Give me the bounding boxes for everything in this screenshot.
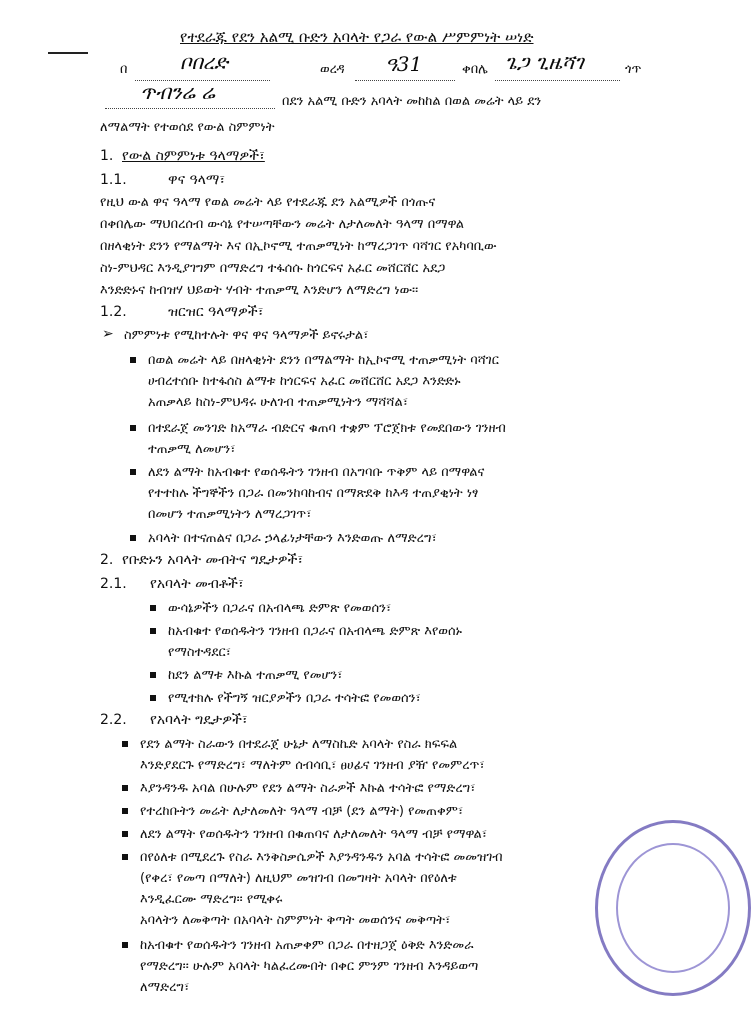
bullet-icon [130,357,136,363]
section-1-1-title: ዋና ዓላማ፣ [168,172,226,188]
list-line: በመሆን ተጠቃሚነትን ለማረጋገጥ፣ [148,507,312,522]
section-1-num: 1. [100,148,114,164]
list-line: አባላት በተናጠልና በጋራ ኃላፊነታቸውን እንድወጡ ለማድረግ፣ [148,531,437,546]
list-line: የማድረግ፡፡ ሁሉም አባላት ካልፈረሙበት በቀር ምንም ገንዘብ እንዳይወጣ [140,959,479,974]
list-item [140,734,485,776]
para-line: ስነ-ምህዳር እንዲያገግም በማድረግ ተፋሰሱ ከጎርፍና አፈር መሸርሸር አደጋ [100,261,446,276]
list-item [148,528,437,549]
list-line: ውሳኔዎችን በጋራና በአብላጫ ድምጽ የመወሰን፣ [168,601,392,616]
section-1-2-num: 1.2. [100,304,127,320]
bullet-icon [122,741,128,747]
bullet-icon [122,942,128,948]
bullet-icon [122,785,128,791]
bullet-icon [150,628,156,634]
woreda-line [355,80,455,81]
section-1-title: የውል ስምምነቱ ዓላማዎች፣ [122,148,265,164]
list-line: የተተከሉ ችግኞችን በጋራ በመንከባከብና በማጽደቅ ከእዳ ተጠያቂነት ነፃ [148,486,479,501]
group-line [105,108,275,109]
list-line: እንዲፈርሙ ማድረግ፡፡ የሚቀሩ [140,892,283,907]
goth-label: ጎጥ [625,62,642,77]
bullet-icon [130,425,136,431]
bullet-icon [150,605,156,611]
list-line: (የቀረ፣ የመጣ በማለት) ለዚህም መዝገብ በመግዛት አባላት በየዕለቱ [140,871,457,886]
list-item [148,350,499,413]
para-line: እንድድኑና ከብዝሃ ህይወት ሃብት ተጠቃሚ እንድሆን ለማድረግ ነው፡፡ [100,283,419,298]
section-2-1-num: 2.1. [100,576,127,592]
intro-line-1: በደን አልሚ ቡድን አባላት መከከል በወል መሬት ላይ ደን [282,94,542,109]
group-handwritten: ጥብንሬ ሬ [140,80,215,104]
section-2-2-num: 2.2. [100,712,127,728]
list-item [168,665,342,686]
list-item [140,801,463,822]
section-2-1-title: የአባላት መብቶች፣ [150,576,244,592]
kebele-label: ቀበሌ [462,62,488,77]
prefix-b: በ [120,62,128,77]
woreda-label: ወረዳ [320,62,345,77]
list-line: እያንዳንዱ አባል በሁሉም የደን ልማት ስራዎች እኩል ተሳትፎ የማድረግ፣ [140,781,476,796]
section-2-2-title: የአባላት ግዴታዎች፣ [150,712,248,728]
document-title: የተደራጁ የደን አልሚ ቡድን አባላት የጋራ የውል ሥምምነት ሠነድ [180,28,534,46]
para-line: በቀበሌው ማህበረሰብ ውሳኔ የተሠጣቸውን መሬት ለታለመለት ዓላማ በማዋል [100,217,464,232]
margin-dash [48,52,88,54]
list-line: የማስተዳደር፣ [168,645,231,660]
bullet-icon [130,535,136,541]
bullet-icon [150,695,156,701]
kebele-line [495,80,620,81]
list-line: አጠቃላይ ከስነ-ምህዳሩ ሁለገብ ተጠቃሚነትን ማሻሻል፣ [148,395,409,410]
list-line: ከአብቁተ የወሰዱትን ገንዘብ በጋራና በአብላጫ ድምጽ እየወሰኑ [168,624,462,639]
intro-line-2: ለማልማት የተወሰደ የውል ስምምነት [100,120,275,135]
para-line: የዚህ ውል ዋና ዓላማ የወል መሬት ላይ የተደራጁ ደን አልሚዎች በጎጡና [100,195,436,210]
section-1-1-num: 1.1. [100,172,127,188]
woreda-handwritten: ዓ31 [385,52,423,76]
bullet-icon [122,808,128,814]
bullet-icon [122,854,128,860]
list-line: ለደን ልማት የወሰዱትን ገንዘብ በቁጠባና ለታለመለት ዓላማ ብቻ የማዋል፣ [140,827,488,842]
list-line: ለማድረግ፣ [140,980,190,995]
kebele-handwritten: ጌጋ ጊዜሻገ [505,50,584,74]
list-line: የደን ልማት ስራውን በተደራጀ ሁኔታ ለማስኬድ አባላት የስራ ክፍፍል [140,737,458,752]
list-line: የሚተክሉ የችግኝ ዝርያዎችን በጋራ ተሳትፎ የመወሰን፣ [168,691,421,706]
section-2-title: የቡድኑን አባላት መብትና ግዴታዎች፣ [122,552,304,568]
list-item [148,418,506,460]
section-2-num: 2. [100,552,114,568]
list-line: አባላትን ለመቅጣት በአባላት ስምምነት ቅጣት መወሰንና መቅጣት፣ [140,913,451,928]
section-1-2-title: ዝርዝር ዓላማዎች፣ [168,304,264,320]
bullet-icon [150,672,156,678]
bullet-icon [130,469,136,475]
list-item [140,824,487,845]
list-item [140,935,478,998]
list-line: በተደራጀ መንገድ ከአማራ ብድርና ቁጠባ ተቋም ፕሮጀክቱ የመደበውን ገንዘብ [148,421,506,436]
bullet-icon [122,831,128,837]
list-item [148,462,484,525]
list-line: ከደን ልማቱ እኩል ተጠቃሚ የመሆን፣ [168,668,343,683]
list-item [168,688,421,709]
section-1-2-lead: ስምምነቱ የሚከተሉት ዋና ዋና ዓላማዎች ይኖሩታል፣ [124,328,369,343]
list-line: ለደን ልማት ከአብቁተ የወሰዱትን ገንዘብ በአግባቡ ጥቅም ላይ በማዋልና [148,465,485,480]
list-line: ተጠቃሚ ለመሆን፣ [148,442,236,457]
section-1-1-paragraph [100,192,670,302]
list-line: በየዕለቱ በሚደረጉ የስራ እንቅስቃሴዎች እያንዳንዱን አባል ተሳትፎ መመዝገብ [140,850,503,865]
list-item [140,847,503,931]
list-line: ሀብረተሰቡ ከተፋሰስ ልማቱ ከጎርፍና አፈር መሸርሸር አደጋ እንድድኑ [148,374,461,389]
arrow-bullet-icon: ➢ [102,326,114,342]
list-line: በወል መሬት ላይ በዘላቂነት ደንን በማልማት ከኢኮኖሚ ተጠቃሚነት ባሻገር [148,353,499,368]
region-handwritten: ቦበረድ [180,50,228,74]
official-stamp-icon [595,820,751,996]
para-line: በዘላቂነት ደንን የማልማት እና በኢኮኖሚ ተጠቃሚነት ከማረጋገጥ ባሻገር የአካባቢው [100,239,497,254]
list-item [168,598,391,619]
list-line: እንድያደርጉ የማድረግ፣ ማለትም ሰብሳቢ፣ ፀሀፊና ገንዘብ ያዥ የመምረጥ፣ [140,758,485,773]
list-item [168,621,462,663]
list-item [140,778,475,799]
list-line: የተረከቡትን መሬት ለታለመለት ዓላማ ብቻ (ደን ልማት) የመጠቀም፣ [140,804,464,819]
list-line: ከአብቁተ የወሰዱትን ገንዘብ አጠቃቀም በጋራ በተዘጋጀ ዕቅድ እንድመራ [140,938,474,953]
